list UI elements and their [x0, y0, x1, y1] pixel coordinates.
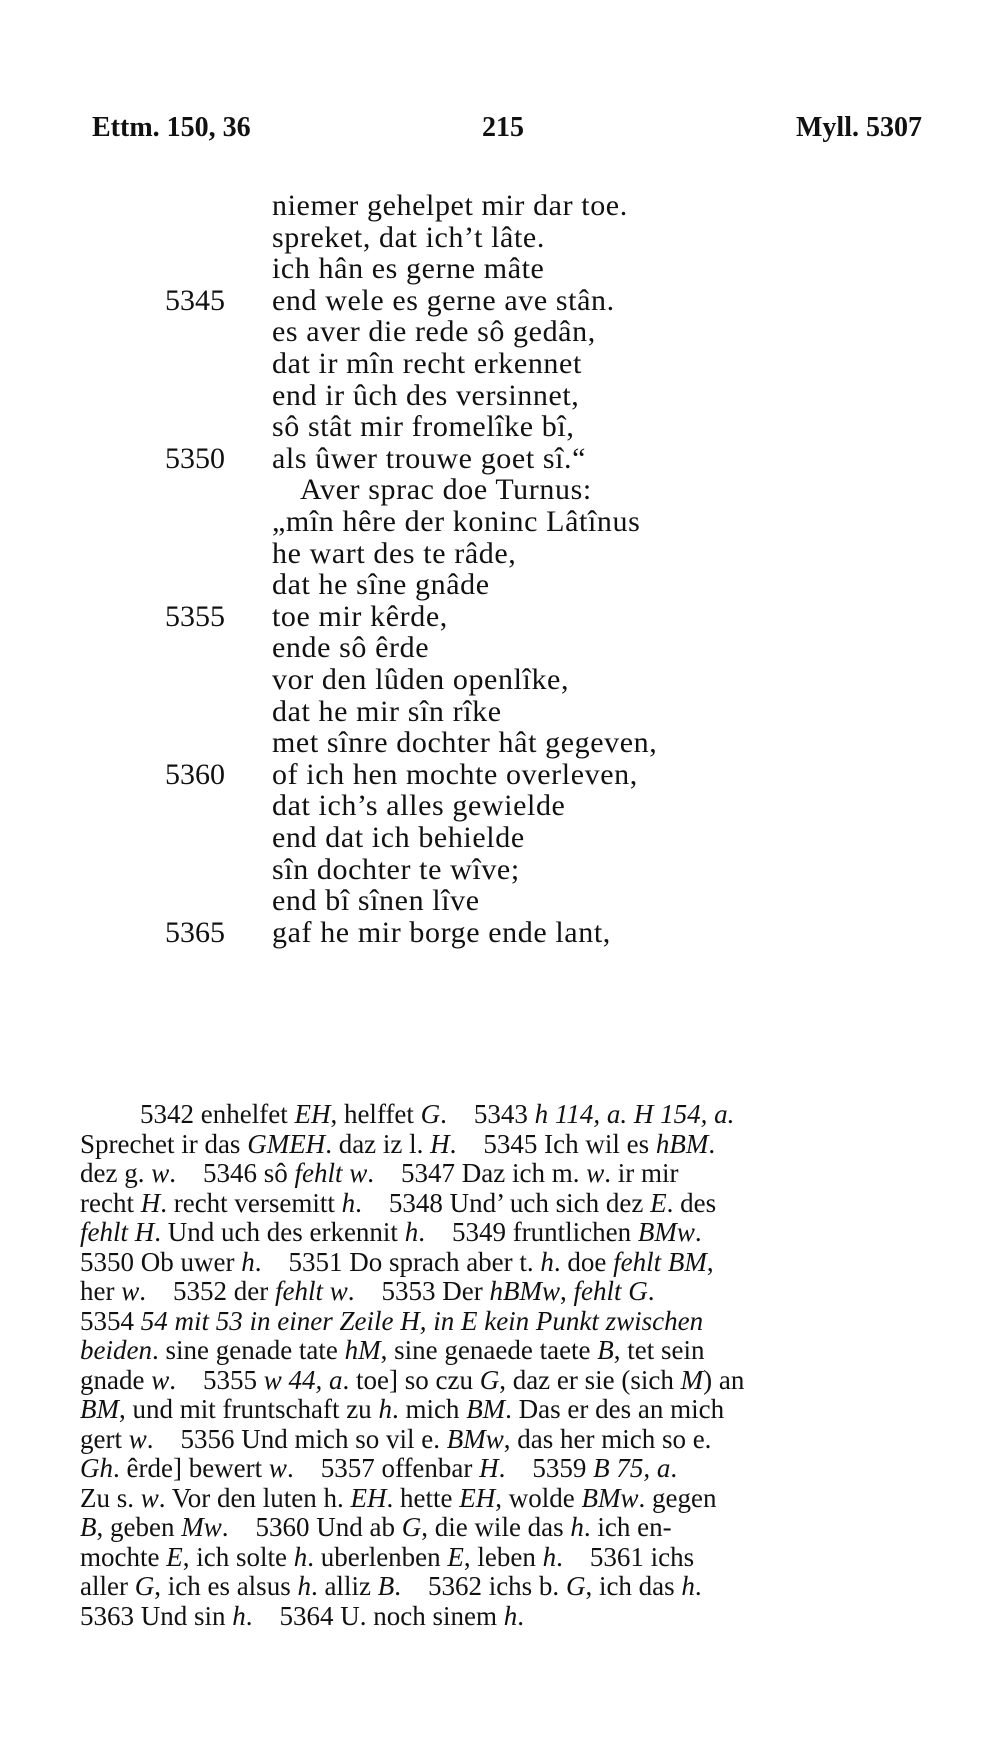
apparatus-line: 5342 enhelfet EH, helffet G. 5343 h 114, a. H 154, a. — [140, 1099, 735, 1129]
verse-text-line: dat ir mîn recht erkennet — [272, 347, 582, 380]
verse-line — [0, 883, 1000, 919]
verse-text-line: sîn dochter te wîve; — [272, 852, 520, 886]
verse-text-line: vor den lûden openlîke, — [272, 663, 570, 696]
verse-line — [0, 694, 1000, 730]
apparatus-line: BM, und mit fruntschaft zu h. mich BM. Das er des an mich — [80, 1394, 725, 1424]
verse-line — [0, 283, 1000, 319]
apparatus-line: beiden. sine genade tate hM, sine genaede taete B, tet sein — [80, 1335, 705, 1365]
verse-line — [0, 220, 1000, 256]
apparatus-line: gnade w. 5355 w 44, a. toe] so czu G, daz er sie (sich M) an — [80, 1364, 745, 1395]
critical-apparatus — [80, 1100, 915, 1631]
apparatus-line: 5350 Ob uwer h. 5351 Do sprach aber t. h. doe fehlt BM, — [80, 1246, 714, 1277]
verse-line — [0, 346, 1000, 382]
verse-text-line: ende sô êrde — [272, 631, 430, 665]
verse-line — [0, 441, 1000, 477]
apparatus-line: 5354 54 mit 53 in einer Zeile H, in E kein Punkt zwischen — [80, 1305, 704, 1336]
verse-text-line: spreket, dat ich’t lâte. — [272, 220, 545, 254]
verse-text-line: Aver sprac doe Turnus: — [300, 473, 592, 507]
verse-text-line: es aver die rede sô gedân, — [272, 315, 596, 349]
verse-line — [0, 757, 1000, 793]
verse-text-line: he wart des te râde, — [272, 536, 517, 570]
line-number: 5365 — [165, 915, 225, 949]
verse-text-line: of ich hen mochte overleven, — [272, 757, 638, 791]
verse-text-line: „mîn hêre der koninc Lâtînus — [272, 505, 641, 538]
verse-line — [0, 788, 1000, 824]
verse-line — [0, 188, 1000, 224]
verse-line — [0, 915, 1000, 951]
apparatus-line: fehlt H. Und uch des erkennit h. 5349 fruntlichen BMw. — [80, 1217, 702, 1247]
verse-text-line: end dat ich behielde — [272, 821, 525, 854]
running-header — [92, 112, 922, 152]
apparatus-line: Gh. êrde] bewert w. 5357 offenbar H. 5359 B 75, a. — [80, 1453, 678, 1483]
verse-text-line: end bî sînen lîve — [272, 884, 480, 918]
apparatus-line: B, geben Mw. 5360 Und ab G, die wile das h. ich en- — [80, 1512, 672, 1542]
verse-line — [0, 314, 1000, 350]
line-number: 5360 — [165, 757, 225, 791]
line-number: 5345 — [165, 283, 225, 317]
apparatus-line: 5363 Und sin h. 5364 U. noch sinem h. — [80, 1600, 524, 1631]
verse-line — [0, 820, 1000, 856]
header-right-reference: Myll. 5307 — [796, 112, 922, 143]
apparatus-line: aller G, ich es alsus h. alliz B. 5362 ichs b. G, ich das h. — [80, 1571, 702, 1601]
verse-line — [0, 378, 1000, 414]
verse-line — [0, 725, 1000, 761]
apparatus-line: gert w. 5356 Und mich so vil e. BMw, das her mich so e. — [80, 1423, 712, 1454]
verse-line — [0, 852, 1000, 888]
verse-line — [0, 504, 1000, 540]
apparatus-line: Zu s. w. Vor den luten h. EH. hette EH, wolde BMw. gegen — [80, 1482, 717, 1513]
apparatus-line: her w. 5352 der fehlt w. 5353 Der hBMw, fehlt G. — [80, 1276, 655, 1306]
apparatus-line: dez g. w. 5346 sô fehlt w. 5347 Daz ich m. w. ir mir — [80, 1158, 679, 1188]
verse-line — [0, 599, 1000, 635]
verse-text-line: met sînre dochter hât gegeven, — [272, 726, 658, 760]
verse-text-line: gaf he mir borge ende lant, — [272, 915, 611, 949]
verse-text-line: dat he mir sîn rîke — [272, 694, 502, 728]
verse-line — [0, 472, 1000, 508]
line-number: 5355 — [165, 599, 225, 633]
verse-line — [0, 536, 1000, 572]
verse-text-line: end wele es gerne ave stân. — [272, 283, 615, 317]
verse-line — [0, 409, 1000, 445]
verse-text-line: dat ich’s alles gewielde — [272, 789, 566, 823]
verse-text-line: als ûwer trouwe goet sî.“ — [272, 441, 587, 475]
verse-line — [0, 662, 1000, 698]
apparatus-line: mochte E, ich solte h. uberlenben E, leben h. 5361 ichs — [80, 1541, 695, 1572]
verse-text-line: ich hân es gerne mâte — [272, 252, 545, 286]
verse-text-line: niemer gehelpet mir dar toe. — [272, 189, 628, 222]
verse-line — [0, 567, 1000, 603]
apparatus-line: Sprechet ir das GMEH. daz iz l. H. 5345 Ich wil es hBM. — [80, 1128, 716, 1159]
line-number: 5350 — [165, 441, 225, 475]
verse-line — [0, 251, 1000, 287]
apparatus-line: recht H. recht versemitt h. 5348 Und’ uch sich dez E. des — [80, 1187, 717, 1218]
verse-text-line: sô stât mir fromelîke bî, — [272, 410, 575, 444]
verse-line — [0, 630, 1000, 666]
verse-text-line: toe mir kêrde, — [272, 599, 448, 633]
page-number: 215 — [482, 112, 524, 143]
verse-text-line: dat he sîne gnâde — [272, 568, 490, 602]
header-left-reference: Ettm. 150, 36 — [92, 112, 251, 143]
verse-text-line: end ir ûch des versinnet, — [272, 378, 580, 412]
